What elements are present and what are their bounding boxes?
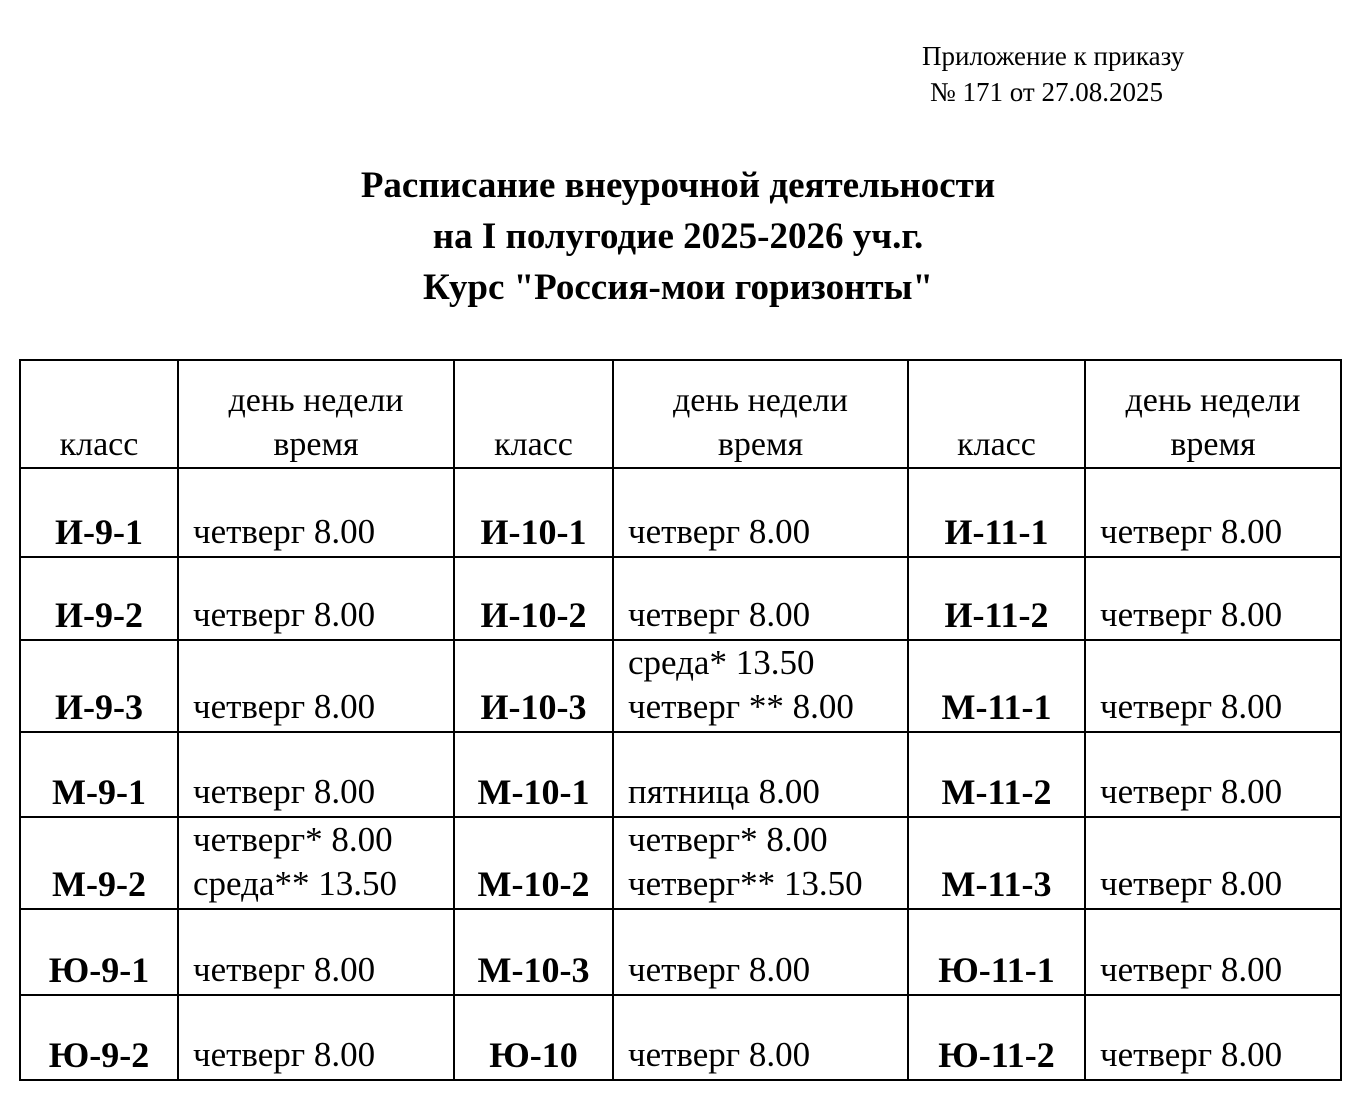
schedule-cell <box>178 640 454 732</box>
class-cell: М-11-2 <box>908 732 1085 817</box>
schedule-line: четверг 8.00 <box>1100 687 1283 726</box>
header-day-line2: время <box>273 426 359 463</box>
header-row <box>20 360 1341 468</box>
order-note-line1: Приложение к приказу <box>922 41 1185 71</box>
title-line3: Курс "Россия-мои горизонты" <box>422 267 933 308</box>
schedule-line: четверг 8.00 <box>1100 1035 1283 1074</box>
header-day-line2: время <box>717 426 804 463</box>
schedule-line: четверг 8.00 <box>193 687 376 726</box>
header-class-1 <box>20 360 178 468</box>
class-cell: Ю-11-2 <box>908 995 1085 1080</box>
class-cell: М-9-1 <box>20 732 178 817</box>
schedule-line: четверг 8.00 <box>1100 950 1283 989</box>
class-cell: И-9-2 <box>20 557 178 640</box>
schedule-cell <box>178 995 454 1080</box>
header-day-line2: время <box>1170 426 1256 463</box>
title-line1: Расписание внеурочной деятельности <box>360 165 996 206</box>
schedule-line: четверг 8.00 <box>1100 772 1283 811</box>
schedule-line: четверг 8.00 <box>193 512 376 551</box>
schedule-line: четверг 8.00 <box>628 950 811 989</box>
class-cell: Ю-9-2 <box>20 995 178 1080</box>
schedule-cell <box>1085 732 1341 817</box>
header-day-3 <box>1085 360 1341 468</box>
schedule-cell <box>1085 640 1341 732</box>
class-cell: И-10-3 <box>454 640 613 732</box>
class-cell: И-11-2 <box>908 557 1085 640</box>
class-cell: И-9-3 <box>20 640 178 732</box>
class-cell: И-10-2 <box>454 557 613 640</box>
class-cell: М-10-3 <box>454 909 613 995</box>
schedule-cell <box>1085 995 1341 1080</box>
schedule-cell <box>613 732 908 817</box>
class-cell: Ю-9-1 <box>20 909 178 995</box>
schedule-cell <box>1085 909 1341 995</box>
table-row <box>20 995 1341 1080</box>
table-row <box>20 909 1341 995</box>
class-cell: М-10-1 <box>454 732 613 817</box>
table-row <box>20 557 1341 640</box>
class-cell: И-10-1 <box>454 468 613 557</box>
class-cell: И-11-1 <box>908 468 1085 557</box>
header-day-line1: день недели <box>1125 382 1301 419</box>
header-day-1 <box>178 360 454 468</box>
schedule-line: среда** 13.50 <box>193 864 397 903</box>
header-class-2 <box>454 360 613 468</box>
order-note <box>922 38 1184 110</box>
schedule-cell <box>178 468 454 557</box>
class-cell: Ю-11-1 <box>908 909 1085 995</box>
header-class-text: класс <box>59 426 139 463</box>
table-row <box>20 640 1341 732</box>
schedule-line: четверг 8.00 <box>628 595 811 634</box>
header-class-text: класс <box>494 426 573 463</box>
schedule-cell <box>178 557 454 640</box>
class-cell: М-11-3 <box>908 817 1085 909</box>
schedule-cell <box>613 468 908 557</box>
schedule-table <box>19 359 1342 1081</box>
schedule-line: четверг ** 8.00 <box>628 687 854 726</box>
class-cell: И-9-1 <box>20 468 178 557</box>
schedule-line: четверг 8.00 <box>1100 512 1283 551</box>
schedule-cell <box>1085 468 1341 557</box>
header-day-2 <box>613 360 908 468</box>
schedule-line: четверг 8.00 <box>193 595 376 634</box>
schedule-line: четверг 8.00 <box>628 512 811 551</box>
schedule-line: пятница 8.00 <box>628 772 820 811</box>
schedule-line: четверг 8.00 <box>193 772 376 811</box>
schedule-line: четверг 8.00 <box>193 1035 376 1074</box>
class-cell: М-11-1 <box>908 640 1085 732</box>
header-day-line1: день недели <box>228 382 404 419</box>
schedule-line: четверг 8.00 <box>628 1035 811 1074</box>
table-row <box>20 817 1341 909</box>
schedule-line: четверг** 13.50 <box>628 864 863 903</box>
document-title <box>0 160 1356 313</box>
schedule-line: четверг* 8.00 <box>193 820 393 859</box>
schedule-cell <box>613 557 908 640</box>
schedule-line: четверг 8.00 <box>1100 864 1283 903</box>
header-class-3 <box>908 360 1085 468</box>
header-class-text: класс <box>957 426 1036 463</box>
schedule-cell <box>613 995 908 1080</box>
schedule-cell <box>1085 557 1341 640</box>
schedule-cell <box>178 909 454 995</box>
class-cell: Ю-10 <box>454 995 613 1080</box>
order-note-line2: № 171 от 27.08.2025 <box>930 77 1163 107</box>
table-row <box>20 468 1341 557</box>
schedule-cell <box>613 640 908 732</box>
schedule-line: среда* 13.50 <box>628 643 815 682</box>
title-line2: на I полугодие 2025-2026 уч.г. <box>432 216 924 257</box>
schedule-cell <box>178 732 454 817</box>
schedule-line: четверг* 8.00 <box>628 820 828 859</box>
schedule-line: четверг 8.00 <box>193 950 376 989</box>
schedule-line: четверг 8.00 <box>1100 595 1283 634</box>
schedule-cell <box>613 817 908 909</box>
schedule-cell <box>613 909 908 995</box>
schedule-cell <box>1085 817 1341 909</box>
table-row <box>20 732 1341 817</box>
class-cell: М-10-2 <box>454 817 613 909</box>
class-cell: М-9-2 <box>20 817 178 909</box>
header-day-line1: день недели <box>673 382 848 419</box>
schedule-cell <box>178 817 454 909</box>
